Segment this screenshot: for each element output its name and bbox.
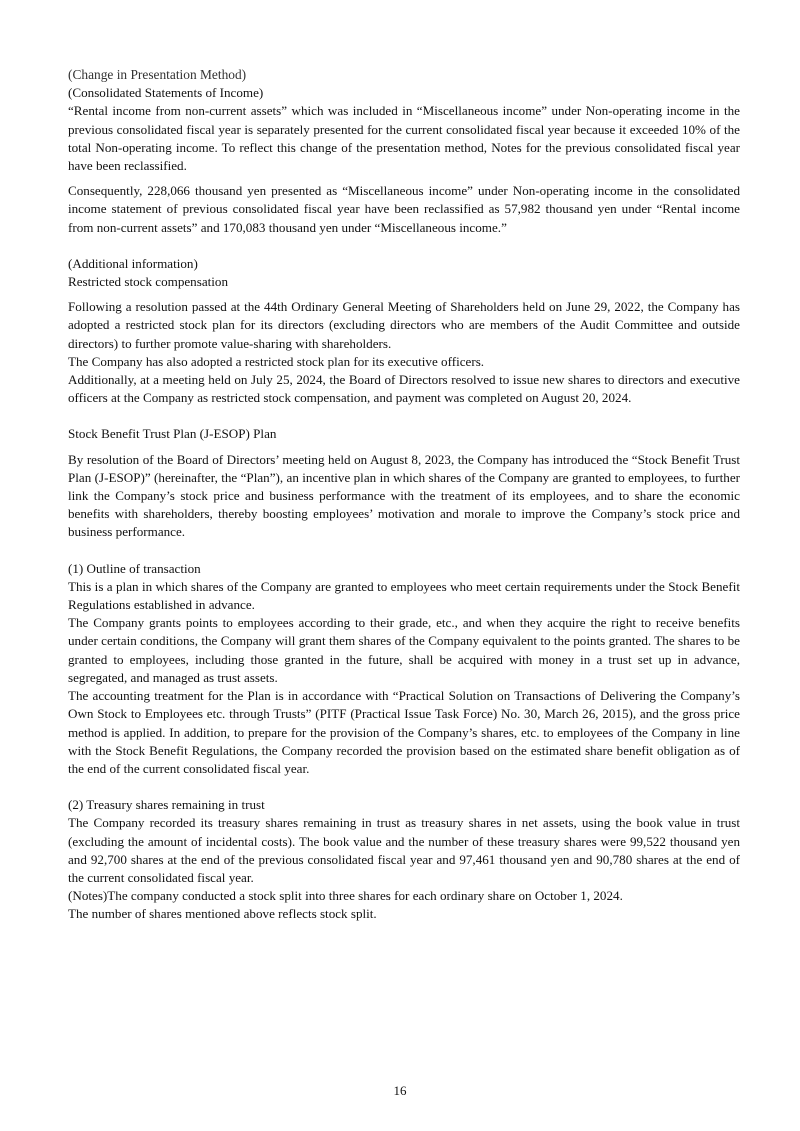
- presentation-change-heading: (Change in Presentation Method): [68, 67, 247, 82]
- treasury-heading: (2) Treasury shares remaining in trust: [68, 797, 265, 813]
- outline-paragraph-2: The Company grants points to employees according to their grade, etc., and when they acquire the right to receive benefits under certain conditions, the Company will grant them shares of the Company equivalent to the points granted. The shares to be granted to employees, including those granted in the future, shall be acquired with money in a trust set up in advance, segregated, and managed as trust assets.: [68, 615, 740, 685]
- outline-heading: (1) Outline of transaction: [68, 560, 201, 576]
- jesop-heading: Stock Benefit Trust Plan (J-ESOP) Plan: [68, 426, 277, 442]
- presentation-change-subheading: (Consolidated Statements of Income): [68, 85, 264, 101]
- outline-paragraph-3: The accounting treatment for the Plan is in accordance with “Practical Solution on Transactions of Delivering the Company’s Own Stock to Employees etc. through Trusts” (PITF (Practical Issue Task Force) No. 30, March 26, 2015), and the gross price method is applied. In addition, to prepare for the provision of the Company’s shares, etc. to employees of the Company in line with the Stock Benefit Regulations, the Company recorded the provision based on the estimated share benefit obligation as of the end of the current consolidated fiscal year.: [68, 688, 740, 776]
- restricted-stock-subheading: Restricted stock compensation: [68, 274, 228, 290]
- treasury-stock-split-note: The number of shares mentioned above reflects stock split.: [68, 906, 377, 922]
- treasury-notes: (Notes)The company conducted a stock split into three shares for each ordinary share on October 1, 2024.: [68, 888, 623, 904]
- restricted-stock-paragraph-1: Following a resolution passed at the 44th Ordinary General Meeting of Shareholders held on June 29, 2022, the Company has adopted a restricted stock plan for its directors (excluding directors who are members of the Audit Committee and outside directors) to further promote value-sharing with shareholders.: [68, 299, 740, 351]
- additional-info-heading: (Additional information): [68, 255, 198, 271]
- restricted-stock-paragraph-3: Additionally, at a meeting held on July 25, 2024, the Board of Directors resolved to issue new shares to directors and executive officers at the Company as restricted stock compensation, and payment was completed on August 20, 2024.: [68, 372, 740, 406]
- presentation-change-paragraph-2: Consequently, 228,066 thousand yen presented as “Miscellaneous income” under Non-operating income in the consolidated income statement of previous consolidated fiscal year have been reclassified as 57,982 thousand yen under “Rental income from non-current assets” and 170,083 thousand yen under “Miscellaneous income.”: [68, 183, 740, 235]
- presentation-change-paragraph-1: “Rental income from non-current assets” which was included in “Miscellaneous income” under Non-operating income in the previous consolidated fiscal year is separately presented for the current consolidated fiscal year because it exceeded 10% of the total Non-operating income. To reflect this change of the presentation method, Notes for the previous consolidated fiscal year have been reclassified.: [68, 103, 740, 174]
- restricted-stock-paragraph-2: The Company has also adopted a restricted stock plan for its executive officers.: [68, 353, 485, 369]
- jesop-paragraph-1: By resolution of the Board of Directors’ meeting held on August 8, 2023, the Company has introduced the “Stock Benefit Trust Plan (J-ESOP)” (hereinafter, the “Plan”), an incentive plan in which shares of the Company are granted to employees, to further link the Company’s stock price and business performance with the treatment of its employees, and to share the economic benefits with shareholders, thereby boosting employees’ motivation and morale to improve the Company’s stock price and business performance.: [68, 451, 740, 540]
- outline-paragraph-1: This is a plan in which shares of the Company are granted to employees who meet certain requirements under the Stock Benefit Regulations established in advance.: [68, 578, 740, 613]
- page-number: 16: [393, 1083, 407, 1098]
- document-body: [68, 66, 740, 924]
- treasury-paragraph-1: The Company recorded its treasury shares remaining in trust as treasury shares in net assets, using the book value in trust (excluding the amount of incidental costs). The book value and the number of these treasury shares were 99,522 thousand yen and 92,700 shares at the end of the previous consolidated fiscal year and 97,461 thousand yen and 90,780 shares at the end of the current consolidated fiscal year.: [68, 815, 740, 885]
